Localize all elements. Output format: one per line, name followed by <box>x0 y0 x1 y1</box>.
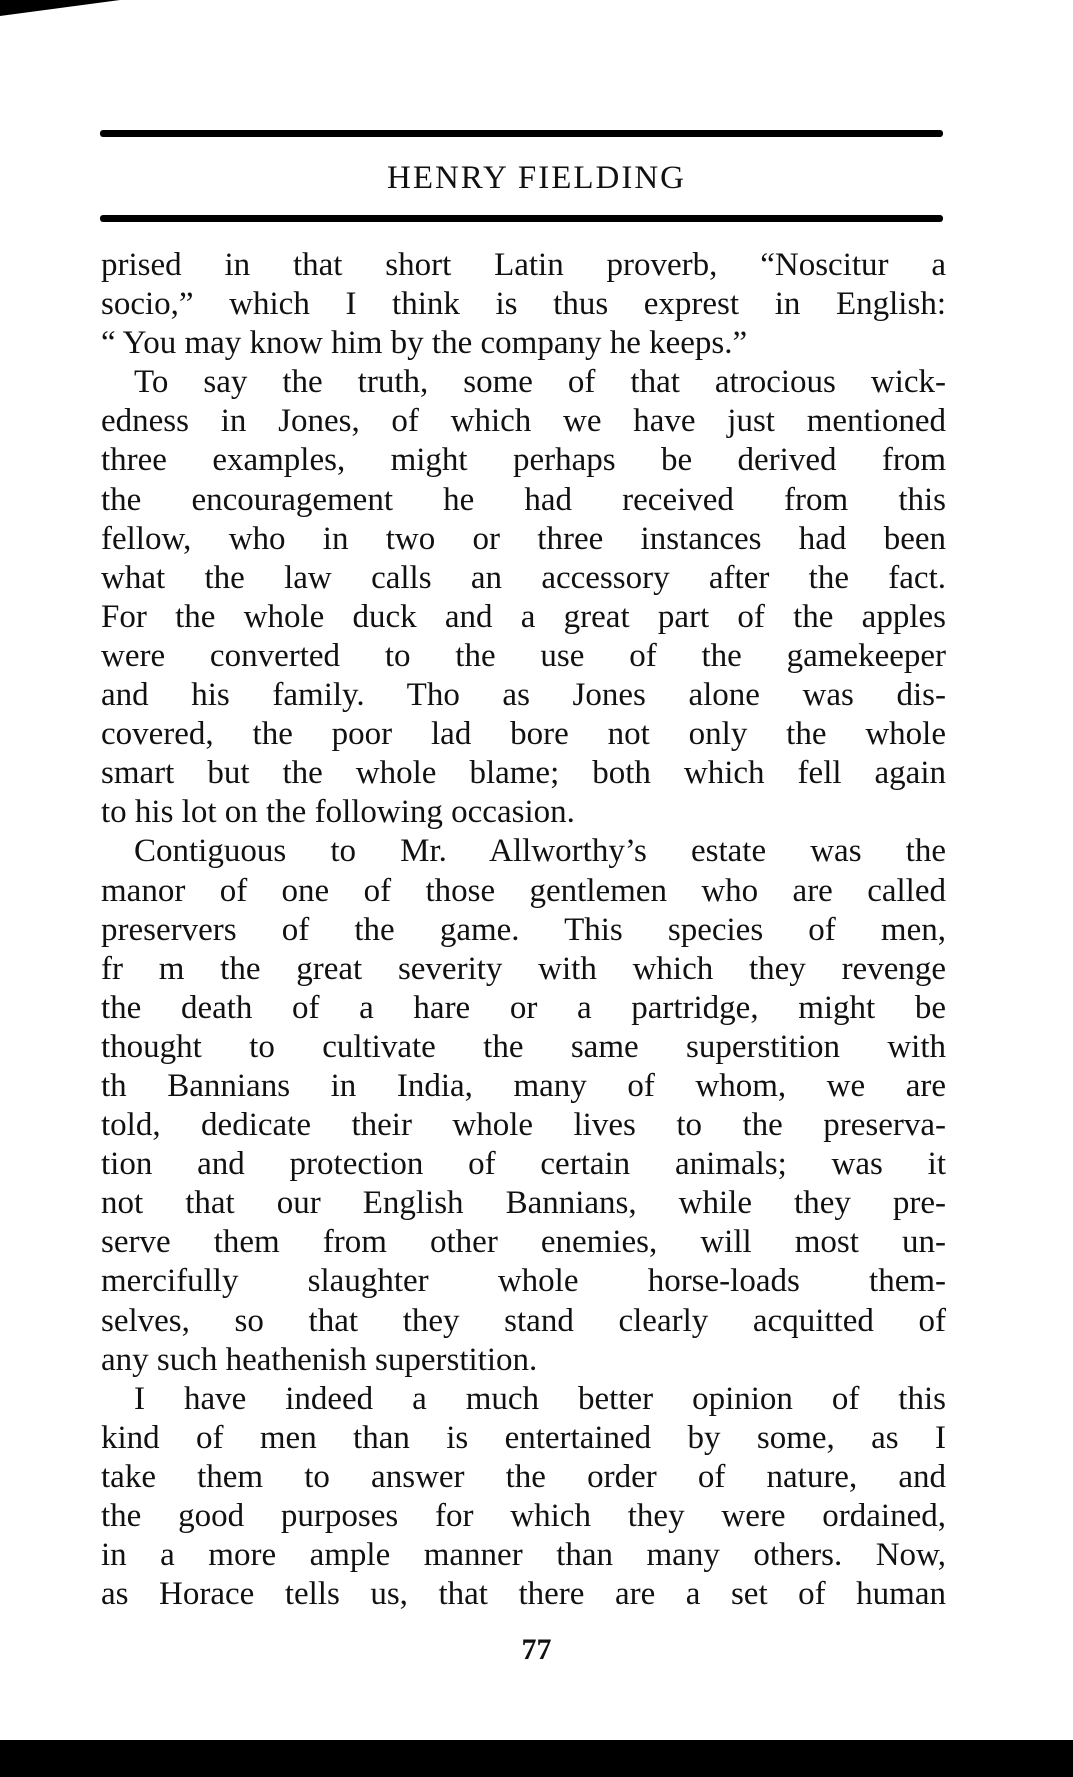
text-line: serve them from other enemies, will most un- <box>101 1224 946 1261</box>
text-line: the encouragement he had received from this <box>101 481 946 518</box>
text-line: told, dedicate their whole lives to the preserva- <box>101 1107 946 1144</box>
text-line: take them to answer the order of nature, and <box>101 1458 946 1495</box>
bottom-scan-band <box>0 1740 1073 1777</box>
page-number: 77 <box>521 1633 552 1666</box>
running-head: HENRY FIELDING <box>386 160 686 196</box>
text-line: the death of a hare or a partridge, might be <box>101 989 946 1026</box>
text-line: thought to cultivate the same superstition with <box>101 1028 946 1065</box>
text-line: tion and protection of certain animals; was it <box>101 1146 946 1183</box>
text-line: to his lot on the following occasion. <box>101 794 575 831</box>
text-line: and his family. Tho as Jones alone was dis- <box>101 677 946 714</box>
text-line: in a more ample manner than many others. Now, <box>101 1537 946 1574</box>
text-line: what the law calls an accessory after the fact. <box>101 559 946 596</box>
text-line: mercifully slaughter whole horse-loads them- <box>101 1263 946 1300</box>
text-line: prised in that short Latin proverb, “Noscitur a <box>101 247 946 283</box>
header-rule-bottom <box>100 215 943 222</box>
text-line: three examples, might perhaps be derived from <box>101 442 946 479</box>
page-body <box>101 246 946 1614</box>
text-line: any such heathenish superstition. <box>101 1341 538 1378</box>
text-line: I have indeed a much better opinion of this <box>134 1380 946 1417</box>
text-line: smart but the whole blame; both which fell again <box>101 755 946 792</box>
corner-scan-mark <box>0 0 120 16</box>
text-line: preservers of the game. This species of men, <box>101 911 946 948</box>
text-line: To say the truth, some of that atrocious wick- <box>134 364 946 401</box>
text-line: as Horace tells us, that there are a set of human <box>101 1576 946 1613</box>
text-line: edness in Jones, of which we have just mentioned <box>101 403 946 440</box>
text-line: fr m the great severity with which they revenge <box>101 950 946 987</box>
text-line: covered, the poor lad bore not only the whole <box>101 716 946 753</box>
text-line: not that our English Bannians, while they pre- <box>101 1185 946 1222</box>
text-line: the good purposes for which they were ordained, <box>101 1498 946 1534</box>
text-line: “ You may know him by the company he keeps.” <box>101 325 748 362</box>
text-line: manor of one of those gentlemen who are called <box>101 872 946 909</box>
text-line: For the whole duck and a great part of the apples <box>101 598 946 635</box>
text-line: kind of men than is entertained by some, as I <box>101 1419 946 1456</box>
text-line: fellow, who in two or three instances had been <box>101 520 946 557</box>
text-line: socio,” which I think is thus exprest in English: <box>101 286 946 323</box>
header-rule-top <box>100 130 943 137</box>
text-line: th Bannians in India, many of whom, we are <box>101 1067 946 1104</box>
text-line: Contiguous to Mr. Allworthy’s estate was the <box>134 833 946 870</box>
text-line: were converted to the use of the gamekeeper <box>101 637 946 674</box>
text-line: selves, so that they stand clearly acquitted of <box>101 1302 946 1339</box>
